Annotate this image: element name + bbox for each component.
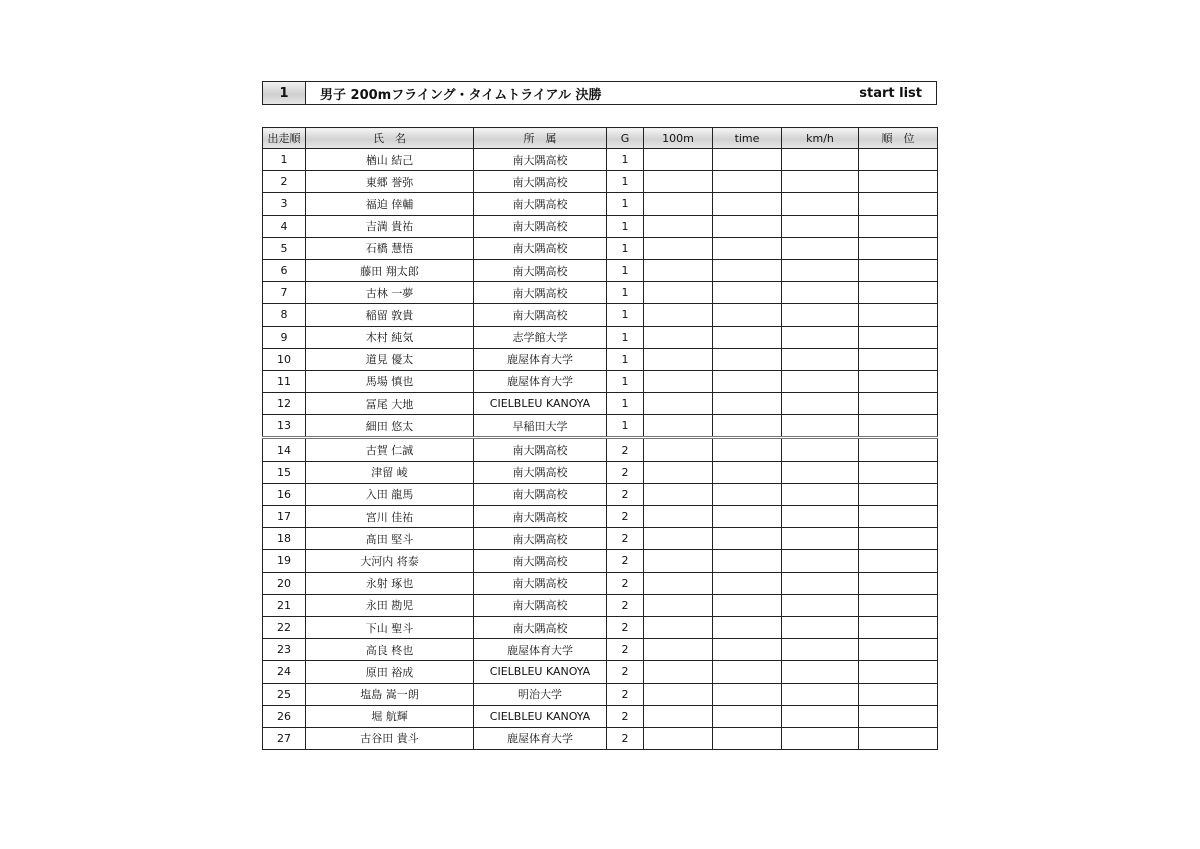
cell-order: 23 [263,639,306,661]
cell-name: 古谷田 貴斗 [306,727,474,749]
cell-100m [644,550,713,572]
cell-speed [782,572,859,594]
cell-affiliation: 早稲田大学 [474,415,607,438]
header-group: G [607,128,644,149]
header-affiliation: 所 属 [474,128,607,149]
cell-time [713,370,782,392]
cell-speed [782,149,859,171]
cell-affiliation: CIELBLEU KANOYA [474,393,607,415]
cell-100m [644,438,713,461]
cell-affiliation: 南大隅高校 [474,572,607,594]
cell-order: 15 [263,461,306,483]
cell-rank [859,616,938,638]
cell-affiliation: 南大隅高校 [474,616,607,638]
cell-group: 2 [607,639,644,661]
cell-100m [644,215,713,237]
cell-affiliation: 南大隅高校 [474,506,607,528]
list-type-label: start list [859,85,922,101]
table-row [263,483,938,505]
cell-group: 2 [607,705,644,727]
cell-time [713,193,782,215]
cell-rank [859,683,938,705]
cell-100m [644,661,713,683]
cell-time [713,415,782,438]
cell-100m [644,483,713,505]
cell-speed [782,483,859,505]
cell-100m [644,370,713,392]
cell-rank [859,506,938,528]
cell-affiliation: 鹿屋体育大学 [474,370,607,392]
cell-affiliation: 南大隅高校 [474,594,607,616]
cell-name: 古林 一夢 [306,282,474,304]
cell-speed [782,639,859,661]
cell-time [713,550,782,572]
cell-order: 9 [263,326,306,348]
cell-affiliation: 鹿屋体育大学 [474,639,607,661]
cell-affiliation: 志学館大学 [474,326,607,348]
cell-time [713,705,782,727]
cell-name: 髙田 堅斗 [306,528,474,550]
cell-rank [859,326,938,348]
cell-group: 1 [607,171,644,193]
cell-order: 14 [263,438,306,461]
cell-rank [859,282,938,304]
cell-order: 8 [263,304,306,326]
cell-order: 12 [263,393,306,415]
table-row [263,215,938,237]
cell-rank [859,705,938,727]
cell-name: 宮川 佳祐 [306,506,474,528]
start-list-table [262,127,938,750]
cell-100m [644,259,713,281]
cell-group: 2 [607,528,644,550]
table-row [263,438,938,461]
cell-group: 1 [607,348,644,370]
cell-name: 下山 聖斗 [306,616,474,638]
cell-name: 石橋 慧悟 [306,237,474,259]
cell-name: 稲留 敦貴 [306,304,474,326]
cell-group: 2 [607,661,644,683]
cell-speed [782,282,859,304]
cell-affiliation: 南大隅高校 [474,483,607,505]
cell-order: 11 [263,370,306,392]
cell-time [713,616,782,638]
cell-100m [644,616,713,638]
cell-speed [782,705,859,727]
cell-rank [859,572,938,594]
cell-order: 26 [263,705,306,727]
cell-speed [782,237,859,259]
cell-speed [782,727,859,749]
cell-rank [859,193,938,215]
cell-order: 4 [263,215,306,237]
cell-group: 2 [607,616,644,638]
cell-100m [644,594,713,616]
cell-affiliation: 南大隅高校 [474,304,607,326]
table-row [263,727,938,749]
cell-time [713,683,782,705]
cell-affiliation: 南大隅高校 [474,438,607,461]
cell-time [713,594,782,616]
cell-affiliation: 南大隅高校 [474,282,607,304]
table-row [263,415,938,438]
cell-order: 1 [263,149,306,171]
table-row [263,393,938,415]
event-title-bar [262,81,937,105]
cell-group: 2 [607,506,644,528]
cell-rank [859,528,938,550]
cell-100m [644,415,713,438]
cell-time [713,215,782,237]
cell-100m [644,727,713,749]
cell-100m [644,705,713,727]
cell-rank [859,348,938,370]
cell-name: 福迫 倖輔 [306,193,474,215]
cell-order: 13 [263,415,306,438]
table-row [263,259,938,281]
table-row [263,683,938,705]
cell-time [713,237,782,259]
table-header-row [263,128,938,149]
cell-rank [859,215,938,237]
cell-affiliation: 南大隅高校 [474,528,607,550]
cell-group: 1 [607,370,644,392]
cell-rank [859,438,938,461]
cell-speed [782,594,859,616]
cell-100m [644,393,713,415]
cell-affiliation: 南大隅高校 [474,171,607,193]
cell-name: 永射 琢也 [306,572,474,594]
cell-group: 2 [607,594,644,616]
cell-name: 細田 悠太 [306,415,474,438]
table-row [263,594,938,616]
cell-order: 18 [263,528,306,550]
cell-speed [782,683,859,705]
cell-order: 24 [263,661,306,683]
table-row [263,616,938,638]
cell-time [713,506,782,528]
cell-speed [782,415,859,438]
cell-group: 1 [607,393,644,415]
table-row [263,348,938,370]
cell-time [713,259,782,281]
cell-group: 1 [607,193,644,215]
table-row [263,149,938,171]
cell-group: 1 [607,215,644,237]
cell-speed [782,616,859,638]
cell-speed [782,461,859,483]
cell-group: 2 [607,550,644,572]
cell-100m [644,461,713,483]
cell-name: 大河内 将泰 [306,550,474,572]
event-name: 男子 200mフライング・タイムトライアル 決勝 [320,87,602,103]
table-row [263,171,938,193]
cell-rank [859,259,938,281]
cell-name: 永田 勘児 [306,594,474,616]
header-name: 氏 名 [306,128,474,149]
cell-speed [782,348,859,370]
cell-affiliation: 南大隅高校 [474,259,607,281]
table-row [263,461,938,483]
table-row [263,572,938,594]
cell-time [713,348,782,370]
cell-speed [782,506,859,528]
cell-rank [859,483,938,505]
cell-order: 20 [263,572,306,594]
cell-speed [782,171,859,193]
cell-order: 6 [263,259,306,281]
cell-group: 1 [607,259,644,281]
cell-affiliation: CIELBLEU KANOYA [474,705,607,727]
cell-order: 3 [263,193,306,215]
cell-speed [782,661,859,683]
cell-order: 16 [263,483,306,505]
cell-rank [859,415,938,438]
cell-affiliation: CIELBLEU KANOYA [474,661,607,683]
cell-speed [782,259,859,281]
cell-speed [782,215,859,237]
cell-speed [782,304,859,326]
cell-time [713,304,782,326]
cell-rank [859,171,938,193]
cell-name: 馬場 慎也 [306,370,474,392]
cell-order: 2 [263,171,306,193]
cell-100m [644,683,713,705]
cell-100m [644,572,713,594]
cell-time [713,661,782,683]
cell-time [713,483,782,505]
cell-affiliation: 明治大学 [474,683,607,705]
cell-name: 木村 純気 [306,326,474,348]
cell-name: 原田 裕成 [306,661,474,683]
table-row [263,705,938,727]
cell-100m [644,326,713,348]
cell-name: 藤田 翔太郎 [306,259,474,281]
cell-order: 27 [263,727,306,749]
cell-time [713,438,782,461]
header-100m: 100m [644,128,713,149]
cell-speed [782,438,859,461]
cell-100m [644,304,713,326]
table-row [263,304,938,326]
header-order: 出走順 [263,128,306,149]
cell-order: 22 [263,616,306,638]
cell-order: 17 [263,506,306,528]
cell-speed [782,393,859,415]
cell-group: 2 [607,483,644,505]
cell-rank [859,461,938,483]
cell-rank [859,594,938,616]
header-rank: 順 位 [859,128,938,149]
cell-order: 21 [263,594,306,616]
cell-speed [782,193,859,215]
table-row [263,193,938,215]
cell-affiliation: 鹿屋体育大学 [474,727,607,749]
cell-order: 25 [263,683,306,705]
table-row [263,506,938,528]
cell-time [713,727,782,749]
cell-time [713,326,782,348]
cell-order: 5 [263,237,306,259]
cell-speed [782,550,859,572]
table-row [263,661,938,683]
cell-100m [644,237,713,259]
cell-100m [644,193,713,215]
cell-name: 入田 龍馬 [306,483,474,505]
table-row [263,639,938,661]
table-row [263,282,938,304]
table-row [263,528,938,550]
header-speed: km/h [782,128,859,149]
cell-100m [644,639,713,661]
cell-affiliation: 南大隅高校 [474,550,607,572]
cell-time [713,461,782,483]
cell-name: 塩島 嵩一朗 [306,683,474,705]
cell-rank [859,149,938,171]
cell-100m [644,506,713,528]
cell-affiliation: 南大隅高校 [474,215,607,237]
cell-group: 2 [607,683,644,705]
cell-order: 7 [263,282,306,304]
cell-time [713,572,782,594]
cell-group: 1 [607,304,644,326]
cell-100m [644,348,713,370]
cell-name: 吉満 貴祐 [306,215,474,237]
cell-group: 1 [607,149,644,171]
cell-rank [859,661,938,683]
table-body [263,149,938,750]
cell-speed [782,370,859,392]
header-time: time [713,128,782,149]
cell-affiliation: 南大隅高校 [474,193,607,215]
cell-name: 楢山 結己 [306,149,474,171]
cell-time [713,639,782,661]
cell-name: 津留 崚 [306,461,474,483]
table-row [263,550,938,572]
cell-rank [859,727,938,749]
cell-time [713,528,782,550]
cell-group: 2 [607,461,644,483]
cell-rank [859,393,938,415]
table-row [263,326,938,348]
cell-group: 2 [607,438,644,461]
cell-100m [644,149,713,171]
cell-rank [859,237,938,259]
cell-affiliation: 鹿屋体育大学 [474,348,607,370]
cell-time [713,282,782,304]
cell-rank [859,639,938,661]
cell-affiliation: 南大隅高校 [474,237,607,259]
cell-speed [782,528,859,550]
cell-speed [782,326,859,348]
cell-group: 2 [607,572,644,594]
cell-name: 堀 航輝 [306,705,474,727]
cell-100m [644,171,713,193]
cell-affiliation: 南大隅高校 [474,461,607,483]
table-row [263,237,938,259]
cell-group: 2 [607,727,644,749]
cell-name: 高良 柊也 [306,639,474,661]
cell-group: 1 [607,237,644,259]
cell-affiliation: 南大隅高校 [474,149,607,171]
cell-group: 1 [607,415,644,438]
cell-time [713,171,782,193]
cell-100m [644,528,713,550]
cell-name: 冨尾 大地 [306,393,474,415]
cell-name: 東郷 誉弥 [306,171,474,193]
cell-order: 10 [263,348,306,370]
cell-order: 19 [263,550,306,572]
cell-name: 道見 優太 [306,348,474,370]
cell-group: 1 [607,326,644,348]
cell-time [713,149,782,171]
cell-rank [859,370,938,392]
cell-100m [644,282,713,304]
cell-rank [859,550,938,572]
cell-time [713,393,782,415]
event-number: 1 [263,82,306,104]
cell-group: 1 [607,282,644,304]
table-row [263,370,938,392]
cell-name: 古賀 仁誠 [306,438,474,461]
cell-rank [859,304,938,326]
